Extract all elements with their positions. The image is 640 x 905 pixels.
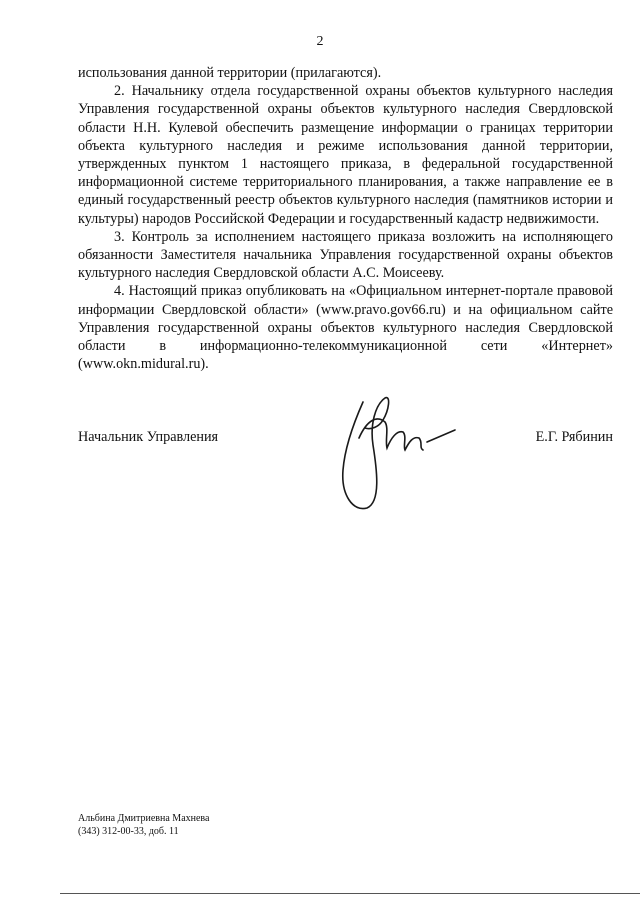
handwritten-signature: [315, 390, 465, 520]
position-title: Начальник Управления: [78, 429, 219, 445]
paragraph-item-2: 2. Начальнику отдела государственной охраны объектов культурного наследия Управления государственной охраны объектов культурного наследия Свердловской области Н.Н. Кулевой обеспечить размещение информации о границах территории объекта культурного наследия и режиме использования данной территории, утвержденных пунктом 1 настоящего приказа, в федеральной государственной информационной системе территориального планирования, а также направление ее в единый государственный реестр объектов культурного наследия (памятников истории и культуры) народов Российской Федерации и государственный кадастр недвижимости.: [78, 83, 613, 227]
document-body: [78, 64, 613, 373]
executor-name: Альбина Дмитриевна Махнева: [78, 813, 210, 824]
signatory-name: Е.Г. Рябинин: [535, 429, 613, 445]
paragraph-item-3: 3. Контроль за исполнением настоящего приказа возложить на исполняющего обязанности Заместителя начальника Управления государственной охраны объектов культурного наследия Свердловской области А.С. Моисееву.: [78, 228, 613, 282]
page-edge-line: [60, 893, 640, 894]
executor-info: [78, 812, 209, 838]
page-number: 2: [316, 34, 324, 49]
executor-phone: (343) 312-00-33, доб. 11: [78, 826, 179, 837]
paragraph-continuation: использования данной территории (прилагаются).: [78, 65, 382, 81]
paragraph-item-4: 4. Настоящий приказ опубликовать на «Официальном интернет-портале правовой информации Свердловской области» (www.pravo.gov66.ru) и на официальном сайте Управления государственной охраны объектов культурного наследия Свердловской области в информационно-телекоммуникационной сети «Интернет» (www.okn.midural.ru).: [78, 283, 613, 373]
